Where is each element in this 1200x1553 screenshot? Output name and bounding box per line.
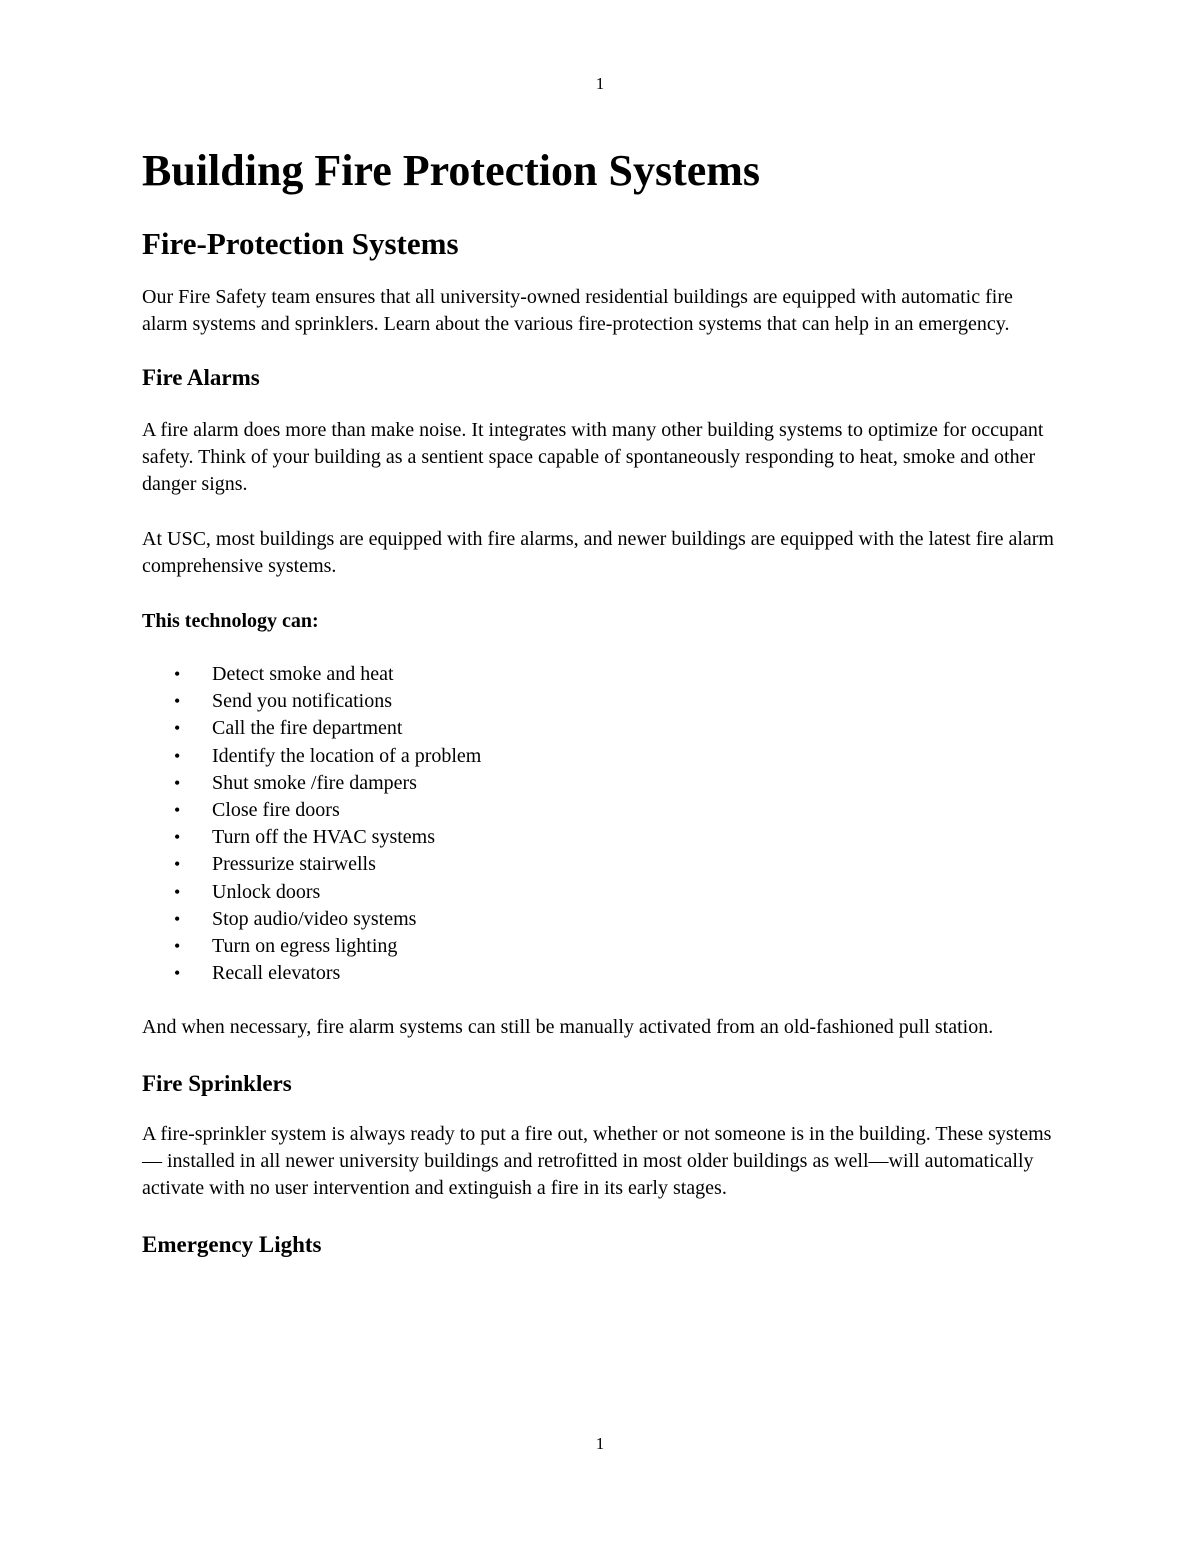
bullet-icon: • [174, 827, 181, 848]
fire-alarms-heading: Fire Alarms [142, 365, 260, 390]
list-item [142, 960, 1057, 987]
bullet-icon: • [174, 800, 181, 821]
list-item-text: Close fire doors [212, 799, 340, 822]
bullet-icon: • [174, 908, 181, 929]
document-title: Building Fire Protection Systems [142, 146, 761, 195]
fire-alarms-paragraph-1: A fire alarm does more than make noise. It integrates with many other building systems to optimize for occupant safety. Think of your building as a sentient space capable of spontaneously responding to heat, smoke and other danger signs. [142, 419, 1044, 495]
list-item [142, 661, 1057, 688]
fire-alarms-closing: And when necessary, fire alarm systems can still be manually activated from an old-fashioned pull station. [142, 1016, 994, 1039]
list-item [142, 906, 1057, 933]
header-page-number: 1 [595, 74, 605, 93]
section-title: Fire-Protection Systems [142, 226, 459, 261]
bullet-icon: • [174, 691, 181, 712]
fire-sprinklers-heading: Fire Sprinklers [142, 1071, 292, 1097]
footer-page-number: 1 [595, 1434, 605, 1453]
list-item [142, 851, 1057, 878]
list-item-text: Unlock doors [212, 880, 321, 903]
bullet-icon: • [174, 745, 181, 766]
list-item [142, 933, 1057, 960]
intro-paragraph: Our Fire Safety team ensures that all university-owned residential buildings are equipped with automatic fire alarm systems and sprinklers. Learn about the various fire-protection systems that can help in an emergency. [142, 286, 1013, 335]
document-body [142, 140, 1057, 1262]
list-item-text: Pressurize stairwells [212, 853, 376, 876]
list-item-text: Identify the location of a problem [212, 744, 482, 767]
bullet-icon: • [174, 963, 181, 984]
list-item-text: Call the fire department [212, 717, 403, 740]
bullet-icon: • [174, 936, 181, 957]
list-item [142, 688, 1057, 715]
bullet-icon: • [174, 854, 181, 875]
list-item [142, 879, 1057, 906]
emergency-lights-heading: Emergency Lights [142, 1232, 322, 1258]
list-item-text: Recall elevators [212, 962, 341, 985]
list-item-text: Turn off the HVAC systems [212, 826, 435, 849]
capabilities-lead: This technology can: [142, 610, 319, 632]
bullet-icon: • [174, 881, 181, 902]
fire-alarms-paragraph-2: At USC, most buildings are equipped with fire alarms, and newer buildings are equipped with the latest fire alarm comprehensive systems. [142, 528, 1054, 577]
list-item-text: Send you notifications [212, 690, 392, 713]
list-item [142, 743, 1057, 770]
bullet-icon: • [174, 664, 181, 684]
list-item-text: Shut smoke /fire dampers [212, 771, 417, 794]
capabilities-list [142, 661, 1057, 987]
list-item-text: Detect smoke and heat [212, 663, 394, 685]
list-item [142, 824, 1057, 851]
list-item [142, 797, 1057, 824]
list-item [142, 770, 1057, 797]
list-item [142, 715, 1057, 742]
list-item-text: Stop audio/video systems [212, 907, 417, 930]
bullet-icon: • [174, 772, 181, 793]
bullet-icon: • [174, 718, 181, 739]
fire-sprinklers-paragraph: A fire-sprinkler system is always ready to put a fire out, whether or not someone is in the building. These systems — installed in all newer university buildings and retrofitted in most older buildings as well—will automatically activate with no user intervention and extinguish a fire in its early stages. [142, 1123, 1052, 1200]
list-item-text: Turn on egress lighting [212, 935, 398, 958]
